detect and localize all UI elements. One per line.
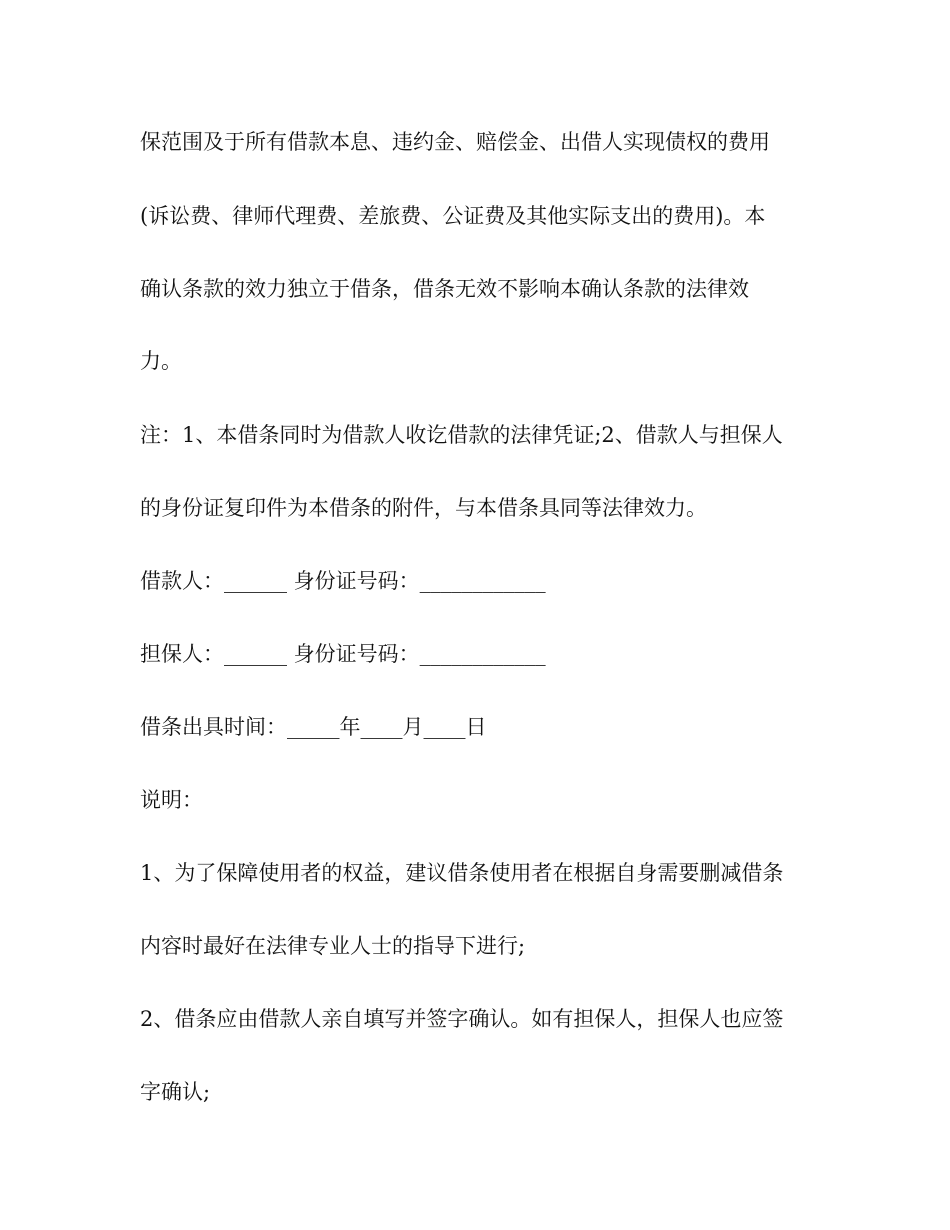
guarantor-signature-line: 担保人：______ 身份证号码：____________ bbox=[140, 642, 546, 666]
issue-date-line: 借条出具时间：_____年____月____日 bbox=[140, 715, 487, 739]
text-line: 保范围及于所有借款本息、违约金、赔偿金、出借人实现债权的费用 bbox=[140, 130, 770, 154]
text-line: 确认条款的效力独立于借条，借条无效不影响本确认条款的法律效 bbox=[140, 277, 749, 301]
text-line: 的身份证复印件为本借条的附件，与本借条具同等法律效力。 bbox=[140, 496, 707, 520]
notes-heading: 说明： bbox=[140, 788, 203, 812]
text-line: 字确认; bbox=[140, 1080, 211, 1104]
borrower-signature-line: 借款人：______ 身份证号码：____________ bbox=[140, 569, 546, 593]
text-line: 力。 bbox=[140, 349, 182, 373]
text-line: 1、为了保障使用者的权益，建议借条使用者在根据自身需要删减借条 bbox=[140, 861, 784, 885]
text-line: 内容时最好在法律专业人士的指导下进行; bbox=[140, 934, 526, 958]
text-line: (诉讼费、律师代理费、差旅费、公证费及其他实际支出的费用)。本 bbox=[140, 204, 766, 228]
text-line: 2、借条应由借款人亲自填写并签字确认。如有担保人，担保人也应签 bbox=[140, 1007, 784, 1031]
text-line: 注：1、本借条同时为借款人收讫借款的法律凭证;2、借款人与担保人 bbox=[140, 423, 783, 447]
